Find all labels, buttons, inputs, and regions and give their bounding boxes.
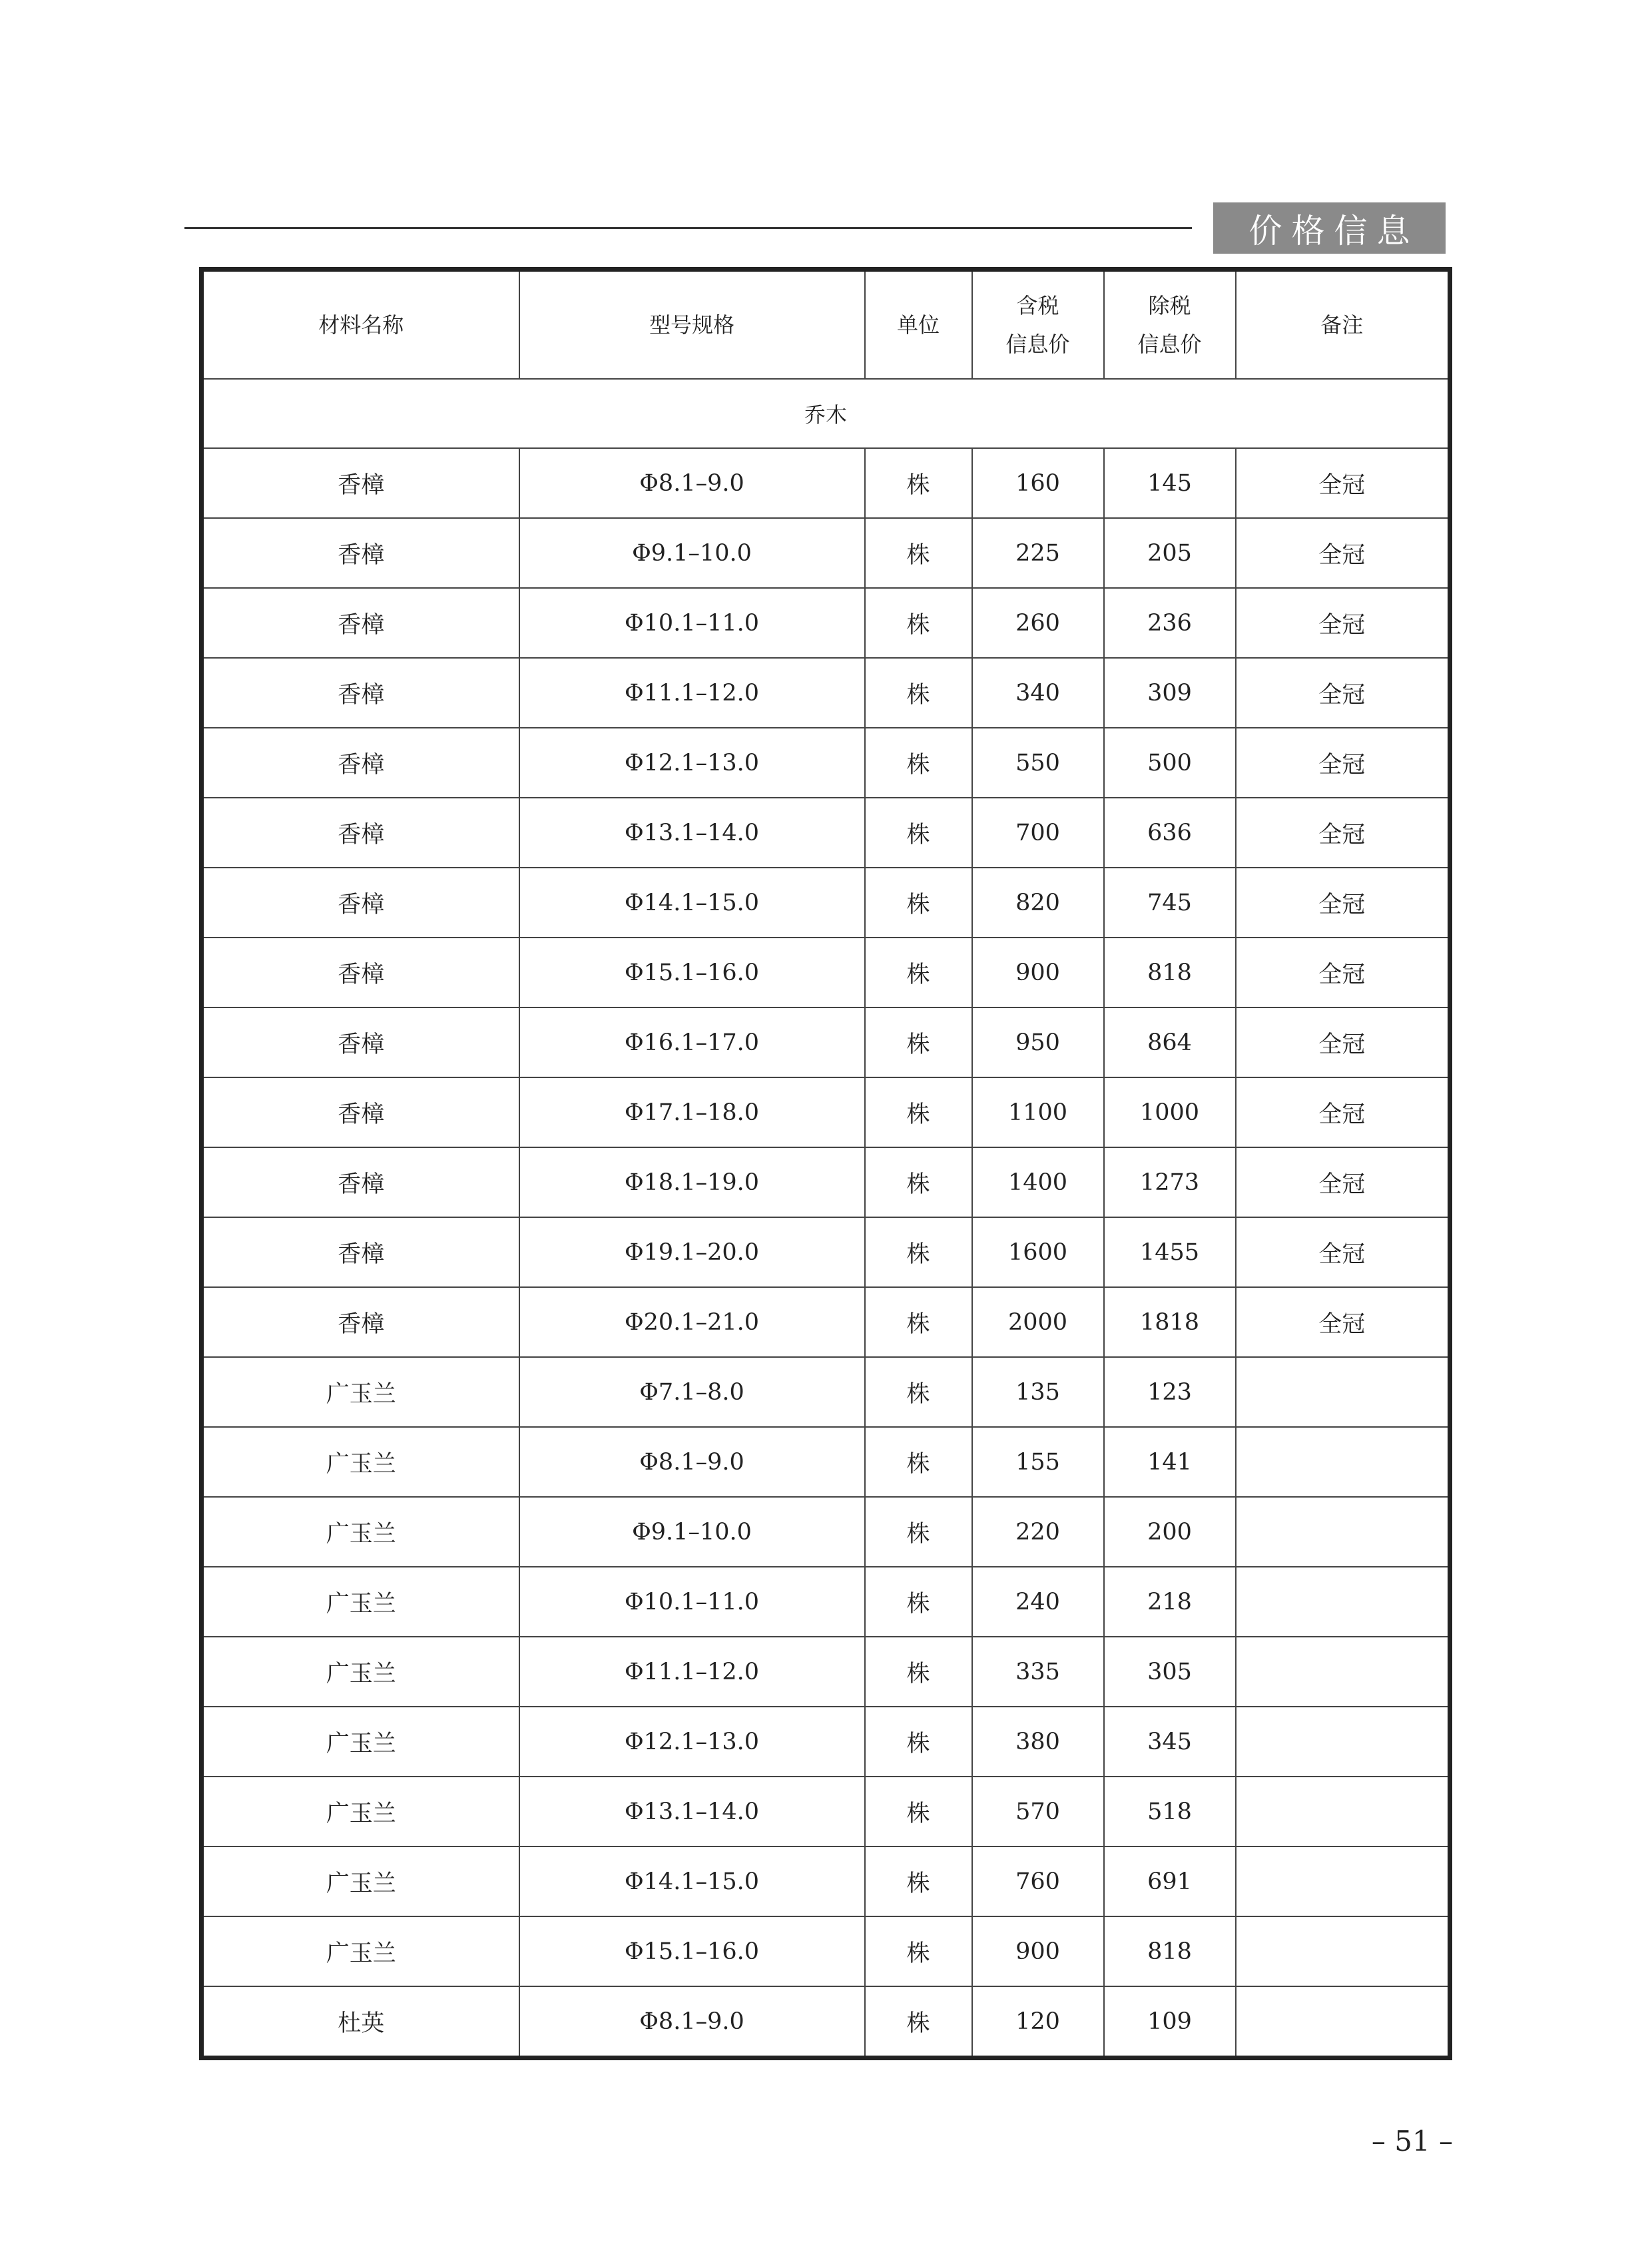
cell-unit: 株 (865, 1777, 972, 1846)
cell-name: 香樟 (202, 1287, 519, 1357)
cell-price-excl: 818 (1104, 1916, 1236, 1986)
cell-price-incl: 820 (972, 868, 1104, 938)
cell-name: 香樟 (202, 448, 519, 518)
cell-price-incl: 340 (972, 658, 1104, 728)
cell-price-excl: 218 (1104, 1567, 1236, 1637)
cell-price-incl: 160 (972, 448, 1104, 518)
cell-price-excl: 636 (1104, 798, 1236, 868)
cell-price-excl: 818 (1104, 938, 1236, 1007)
table-row (202, 1986, 1450, 2058)
cell-price-incl: 220 (972, 1497, 1104, 1567)
cell-remark (1236, 1567, 1450, 1637)
cell-price-incl: 760 (972, 1846, 1104, 1916)
col-header-name: 材料名称 (202, 270, 519, 380)
cell-price-incl: 225 (972, 518, 1104, 588)
table-row (202, 1007, 1450, 1077)
table-row (202, 518, 1450, 588)
section-title: 价格信息 (1213, 202, 1446, 254)
cell-unit: 株 (865, 658, 972, 728)
cell-remark (1236, 1707, 1450, 1777)
cell-price-incl: 1600 (972, 1217, 1104, 1287)
cell-price-excl: 864 (1104, 1007, 1236, 1077)
cell-spec: Φ13.1–14.0 (519, 798, 865, 868)
cell-price-excl: 345 (1104, 1707, 1236, 1777)
cell-price-excl: 1000 (1104, 1077, 1236, 1147)
cell-spec: Φ11.1–12.0 (519, 658, 865, 728)
cell-name: 香樟 (202, 1217, 519, 1287)
cell-remark (1236, 1986, 1450, 2058)
cell-price-excl: 123 (1104, 1357, 1236, 1427)
cell-name: 香樟 (202, 798, 519, 868)
cell-price-excl: 1818 (1104, 1287, 1236, 1357)
cell-spec: Φ20.1–21.0 (519, 1287, 865, 1357)
cell-unit: 株 (865, 1007, 972, 1077)
col-header-price-incl-line1: 含税 (1016, 293, 1059, 318)
cell-unit: 株 (865, 1707, 972, 1777)
cell-name: 香樟 (202, 588, 519, 658)
page-number: – 51 – (1371, 2125, 1453, 2157)
cell-price-incl: 335 (972, 1637, 1104, 1707)
cell-unit: 株 (865, 588, 972, 658)
table-row (202, 1707, 1450, 1777)
cell-unit: 株 (865, 1077, 972, 1147)
cell-price-incl: 380 (972, 1707, 1104, 1777)
table-row (202, 1846, 1450, 1916)
cell-remark: 全冠 (1236, 588, 1450, 658)
cell-name: 广玉兰 (202, 1637, 519, 1707)
cell-name: 广玉兰 (202, 1427, 519, 1497)
table-row (202, 798, 1450, 868)
col-header-price-incl (972, 270, 1104, 380)
cell-spec: Φ19.1–20.0 (519, 1217, 865, 1287)
cell-name: 广玉兰 (202, 1567, 519, 1637)
header-rule (184, 227, 1192, 229)
cell-price-excl: 305 (1104, 1637, 1236, 1707)
cell-price-incl: 1400 (972, 1147, 1104, 1217)
cell-remark: 全冠 (1236, 448, 1450, 518)
cell-spec: Φ9.1–10.0 (519, 518, 865, 588)
cell-price-incl: 900 (972, 1916, 1104, 1986)
table-row (202, 1427, 1450, 1497)
cell-remark: 全冠 (1236, 728, 1450, 798)
cell-spec: Φ15.1–16.0 (519, 938, 865, 1007)
cell-spec: Φ8.1–9.0 (519, 448, 865, 518)
cell-price-excl: 145 (1104, 448, 1236, 518)
cell-unit: 株 (865, 1916, 972, 1986)
table-row (202, 868, 1450, 938)
cell-name: 广玉兰 (202, 1357, 519, 1427)
table-row (202, 1147, 1450, 1217)
cell-price-excl: 518 (1104, 1777, 1236, 1846)
cell-price-excl: 309 (1104, 658, 1236, 728)
cell-name: 香樟 (202, 658, 519, 728)
col-header-price-excl-line2: 信息价 (1137, 332, 1202, 357)
cell-spec: Φ7.1–8.0 (519, 1357, 865, 1427)
cell-spec: Φ14.1–15.0 (519, 868, 865, 938)
category-label: 乔木 (202, 379, 1450, 448)
cell-remark (1236, 1916, 1450, 1986)
col-header-remark: 备注 (1236, 270, 1450, 380)
cell-remark: 全冠 (1236, 938, 1450, 1007)
cell-name: 香樟 (202, 868, 519, 938)
cell-remark: 全冠 (1236, 518, 1450, 588)
cell-name: 香樟 (202, 728, 519, 798)
cell-spec: Φ12.1–13.0 (519, 728, 865, 798)
cell-remark: 全冠 (1236, 1007, 1450, 1077)
cell-spec: Φ11.1–12.0 (519, 1637, 865, 1707)
cell-unit: 株 (865, 938, 972, 1007)
cell-remark: 全冠 (1236, 1217, 1450, 1287)
cell-name: 广玉兰 (202, 1777, 519, 1846)
cell-unit: 株 (865, 448, 972, 518)
cell-spec: Φ14.1–15.0 (519, 1846, 865, 1916)
cell-remark (1236, 1777, 1450, 1846)
cell-spec: Φ9.1–10.0 (519, 1497, 865, 1567)
cell-price-incl: 120 (972, 1986, 1104, 2058)
cell-unit: 株 (865, 1147, 972, 1217)
cell-remark: 全冠 (1236, 1287, 1450, 1357)
table-row (202, 1497, 1450, 1567)
cell-name: 香樟 (202, 1147, 519, 1217)
cell-price-excl: 691 (1104, 1846, 1236, 1916)
cell-price-excl: 236 (1104, 588, 1236, 658)
cell-unit: 株 (865, 1287, 972, 1357)
cell-unit: 株 (865, 1217, 972, 1287)
table-row (202, 1777, 1450, 1846)
cell-remark: 全冠 (1236, 798, 1450, 868)
table-row (202, 938, 1450, 1007)
cell-name: 香樟 (202, 518, 519, 588)
cell-spec: Φ17.1–18.0 (519, 1077, 865, 1147)
cell-price-incl: 700 (972, 798, 1104, 868)
cell-remark (1236, 1846, 1450, 1916)
cell-spec: Φ12.1–13.0 (519, 1707, 865, 1777)
table-row (202, 588, 1450, 658)
cell-remark (1236, 1497, 1450, 1567)
cell-remark (1236, 1637, 1450, 1707)
cell-spec: Φ18.1–19.0 (519, 1147, 865, 1217)
cell-price-incl: 550 (972, 728, 1104, 798)
cell-price-excl: 1273 (1104, 1147, 1236, 1217)
table-row (202, 728, 1450, 798)
table-row (202, 1637, 1450, 1707)
cell-price-incl: 2000 (972, 1287, 1104, 1357)
cell-remark: 全冠 (1236, 868, 1450, 938)
cell-remark (1236, 1357, 1450, 1427)
cell-unit: 株 (865, 1357, 972, 1427)
col-header-spec: 型号规格 (519, 270, 865, 380)
cell-spec: Φ10.1–11.0 (519, 588, 865, 658)
table-row (202, 658, 1450, 728)
cell-unit: 株 (865, 1637, 972, 1707)
cell-unit: 株 (865, 1567, 972, 1637)
cell-price-incl: 570 (972, 1777, 1104, 1846)
cell-price-excl: 205 (1104, 518, 1236, 588)
category-row (202, 379, 1450, 448)
cell-unit: 株 (865, 728, 972, 798)
table-row (202, 1287, 1450, 1357)
col-header-price-excl-line1: 除税 (1148, 293, 1191, 318)
cell-unit: 株 (865, 518, 972, 588)
cell-spec: Φ16.1–17.0 (519, 1007, 865, 1077)
col-header-unit: 单位 (865, 270, 972, 380)
cell-price-incl: 155 (972, 1427, 1104, 1497)
cell-unit: 株 (865, 868, 972, 938)
cell-name: 香樟 (202, 938, 519, 1007)
cell-price-incl: 240 (972, 1567, 1104, 1637)
cell-price-excl: 200 (1104, 1497, 1236, 1567)
table-row (202, 1567, 1450, 1637)
table-header-row (202, 270, 1450, 380)
table-row (202, 1217, 1450, 1287)
cell-remark: 全冠 (1236, 1147, 1450, 1217)
cell-price-incl: 950 (972, 1007, 1104, 1077)
cell-price-incl: 1100 (972, 1077, 1104, 1147)
cell-name: 广玉兰 (202, 1497, 519, 1567)
cell-spec: Φ13.1–14.0 (519, 1777, 865, 1846)
cell-price-incl: 260 (972, 588, 1104, 658)
table-row (202, 448, 1450, 518)
cell-remark: 全冠 (1236, 1077, 1450, 1147)
cell-name: 香樟 (202, 1077, 519, 1147)
cell-name: 广玉兰 (202, 1846, 519, 1916)
cell-remark: 全冠 (1236, 658, 1450, 728)
cell-spec: Φ8.1–9.0 (519, 1986, 865, 2058)
cell-price-excl: 745 (1104, 868, 1236, 938)
cell-spec: Φ8.1–9.0 (519, 1427, 865, 1497)
cell-unit: 株 (865, 1846, 972, 1916)
cell-name: 香樟 (202, 1007, 519, 1077)
cell-price-excl: 141 (1104, 1427, 1236, 1497)
cell-unit: 株 (865, 1497, 972, 1567)
cell-name: 广玉兰 (202, 1707, 519, 1777)
col-header-price-excl (1104, 270, 1236, 380)
table-row (202, 1916, 1450, 1986)
cell-spec: Φ15.1–16.0 (519, 1916, 865, 1986)
cell-price-excl: 109 (1104, 1986, 1236, 2058)
table-row (202, 1357, 1450, 1427)
cell-unit: 株 (865, 1427, 972, 1497)
cell-price-incl: 900 (972, 938, 1104, 1007)
cell-name: 杜英 (202, 1986, 519, 2058)
cell-price-excl: 1455 (1104, 1217, 1236, 1287)
cell-unit: 株 (865, 1986, 972, 2058)
cell-spec: Φ10.1–11.0 (519, 1567, 865, 1637)
cell-price-excl: 500 (1104, 728, 1236, 798)
cell-name: 广玉兰 (202, 1916, 519, 1986)
col-header-price-incl-line2: 信息价 (1005, 332, 1070, 357)
cell-unit: 株 (865, 798, 972, 868)
price-table (199, 267, 1452, 2060)
table-row (202, 1077, 1450, 1147)
cell-remark (1236, 1427, 1450, 1497)
cell-price-incl: 135 (972, 1357, 1104, 1427)
